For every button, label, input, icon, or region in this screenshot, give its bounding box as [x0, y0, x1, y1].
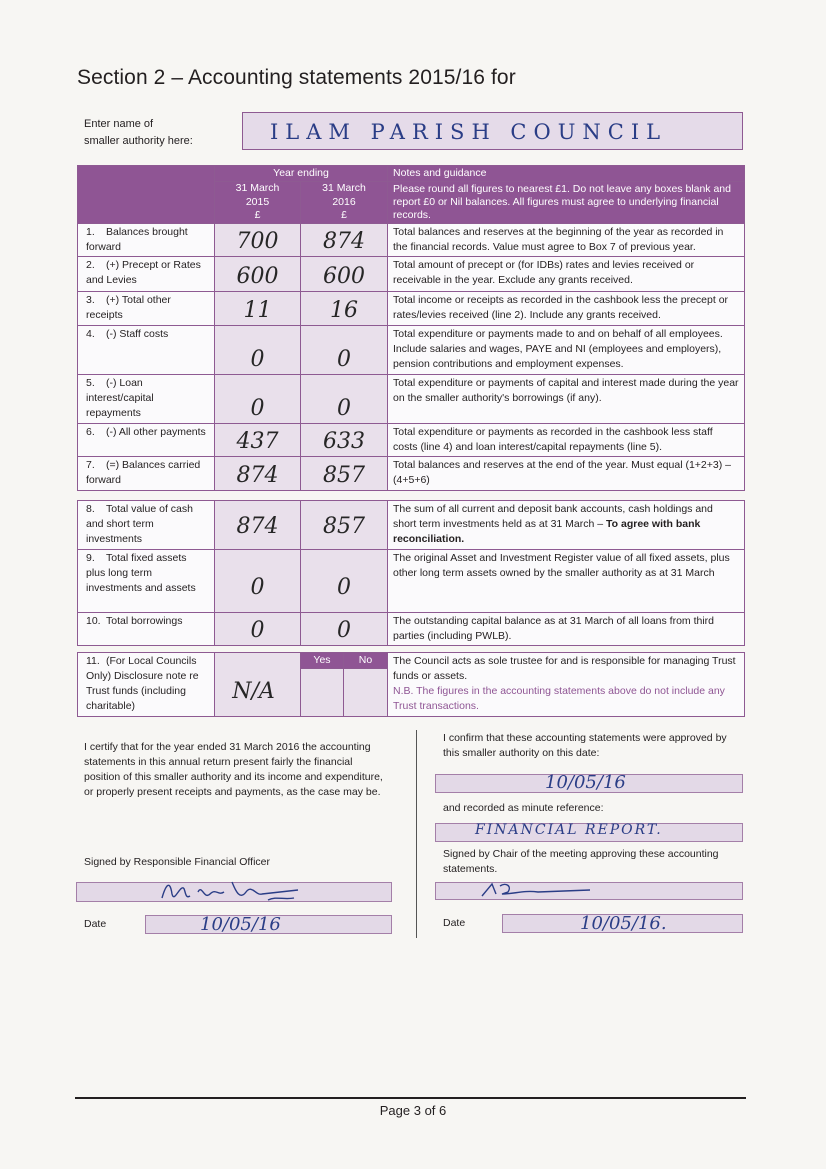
row-label-text: Total borrowings: [106, 615, 183, 627]
value-2015[interactable]: [215, 424, 301, 457]
value-2015-text: 437: [236, 429, 279, 454]
row-note: Total expenditure or payments as recorded in the cashbook less staff costs (line 4) and loan interest/capital repayments (line 5).: [388, 424, 745, 457]
authority-name-value: ILAM PARISH COUNCIL: [270, 120, 668, 144]
row-note-text: The sum of all current and deposit bank accounts, cash holdings and short term investments held as at 31 March –: [393, 503, 713, 530]
column-divider: [416, 730, 417, 938]
row-number: 1.: [86, 226, 95, 238]
row-number: 4.: [86, 328, 95, 340]
row-label: [78, 292, 215, 326]
header-year-ending: Year ending: [215, 166, 388, 182]
value-2016-text: 0: [337, 347, 351, 372]
value-2015[interactable]: [215, 224, 301, 257]
table-row: [78, 375, 745, 424]
value-2016-text: 874: [323, 229, 365, 254]
header-col-2016-line3: £: [341, 209, 347, 221]
header-col-2015-line3: £: [254, 209, 261, 221]
rfo-date-label: Date: [84, 918, 107, 930]
table-row: [78, 257, 745, 292]
value-2015-text: 11: [243, 298, 272, 323]
trust-funds-table: [77, 652, 745, 717]
value-2015-text: 0: [250, 618, 265, 643]
trust-value-text: N/A: [232, 679, 275, 704]
value-2016[interactable]: [301, 457, 388, 491]
row-label-text: (-) Staff costs: [106, 328, 169, 340]
row-label-text: (=) Balances carried forward: [86, 459, 201, 486]
value-2015-text: 700: [236, 229, 279, 254]
rfo-signature: [158, 870, 303, 910]
value-2015-text: 0: [250, 396, 265, 421]
value-2015-text: 874: [236, 514, 279, 539]
row-label-text: Total fixed assets plus long term investments and assets: [86, 552, 196, 594]
row-number: 5.: [86, 377, 95, 389]
value-2015-text: 874: [236, 463, 279, 488]
authority-label-line1: Enter name of: [84, 118, 154, 130]
table-row: [78, 613, 745, 646]
header-col-2015: [215, 182, 301, 224]
row-number: 9.: [86, 552, 95, 564]
value-2016-text: 0: [337, 396, 351, 421]
row-note: Total balances and reserves at the beginning of the year as recorded in the financial records. Value must agree to Box 7 of previous year.: [388, 224, 745, 257]
trust-value[interactable]: [215, 653, 301, 717]
table-row: [78, 550, 745, 613]
value-2015[interactable]: [215, 292, 301, 326]
value-2015[interactable]: [215, 457, 301, 491]
minute-reference-label: and recorded as minute reference:: [443, 802, 604, 814]
row-note: Total expenditure or payments made to and on behalf of all employees. Include salaries and wages, PAYE and NI (employees and employers), pension contributions and employment expenses.: [388, 326, 745, 375]
row-label: [78, 375, 215, 424]
header-notes-text: Please round all figures to nearest £1. Do not leave any boxes blank and report £0 or Nil balances. All figures must agree to underlying financial records.: [388, 182, 745, 224]
value-2016[interactable]: [301, 292, 388, 326]
header-col-2016-line1: 31 March: [322, 182, 366, 194]
table-row: [78, 501, 745, 550]
row-note: The original Asset and Investment Register value of all fixed assets, plus other long term assets owned by the smaller authority as at 31 March: [388, 550, 745, 613]
table-row: [78, 292, 745, 326]
no-checkbox[interactable]: [344, 669, 388, 717]
value-2016[interactable]: [301, 501, 388, 550]
row-number: 11.: [86, 655, 100, 667]
chair-signature: [478, 876, 598, 902]
row-note-text: The Council acts as sole trustee for and is responsible for managing Trust funds or assets.: [393, 655, 736, 682]
value-2015-text: 0: [250, 347, 265, 372]
row-label: [78, 501, 215, 550]
row-label: [78, 653, 215, 717]
header-notes-title: Notes and guidance: [388, 166, 745, 182]
value-2016-text: 857: [323, 463, 365, 488]
footer-rule: [75, 1097, 746, 1099]
chair-signed-label: Signed by Chair of the meeting approving these accounting statements.: [443, 848, 719, 875]
value-2015[interactable]: [215, 613, 301, 646]
no-header: No: [344, 653, 388, 669]
yes-header: Yes: [301, 653, 344, 669]
approval-text: I confirm that these accounting statements were approved by this smaller authority on this date:: [443, 732, 727, 759]
value-2016[interactable]: [301, 375, 388, 424]
authority-name-label: [84, 116, 193, 150]
value-2016[interactable]: [301, 424, 388, 457]
value-2016[interactable]: [301, 257, 388, 292]
header-col-2016: [301, 182, 388, 224]
row-number: 8.: [86, 503, 95, 515]
header-col-2015-line2: 2015: [245, 195, 270, 208]
value-2016[interactable]: [301, 224, 388, 257]
value-2015[interactable]: [215, 375, 301, 424]
header-blank-cell: [78, 166, 215, 224]
rfo-certification-text: I certify that for the year ended 31 March 2016 the accounting statements in this annual return present fairly the financial position of this smaller authority and its income and expenditure, or properly present receipts and payments, as the case may be.: [84, 741, 383, 798]
row-note: The outstanding capital balance as at 31 March of all loans from third parties (including PWLB).: [388, 613, 745, 646]
table-row: [78, 424, 745, 457]
table-row: [78, 326, 745, 375]
page-title: Section 2 – Accounting statements 2015/16 for: [77, 66, 516, 89]
row-label: [78, 326, 215, 375]
row-label-text: (+) Total other receipts: [86, 294, 171, 321]
value-2015[interactable]: [215, 257, 301, 292]
row-label-text: Total value of cash and short term investments: [86, 503, 193, 545]
minute-reference-value: FINANCIAL REPORT.: [475, 822, 663, 838]
header-col-2015-line1: 31 March: [235, 182, 280, 194]
value-2016[interactable]: [301, 326, 388, 375]
value-2016[interactable]: [301, 550, 388, 613]
row-number: 7.: [86, 459, 95, 471]
row-label: [78, 613, 215, 646]
value-2015[interactable]: [215, 550, 301, 613]
row-note: Total income or receipts as recorded in the cashbook less the precept or rates/levies received (line 2). Include any grants received.: [388, 292, 745, 326]
value-2016-text: 600: [323, 264, 365, 289]
header-col-2016-line2: 2016: [332, 195, 356, 208]
value-2015[interactable]: [215, 501, 301, 550]
value-2015-text: 0: [250, 575, 265, 600]
row-number: 6.: [86, 426, 95, 438]
chair-date-value: 10/05/16.: [580, 913, 667, 934]
row-label: [78, 257, 215, 292]
row-note: Total balances and reserves at the end of the year. Must equal (1+2+3) – (4+5+6): [388, 457, 745, 491]
accounting-table: [77, 165, 745, 491]
value-2016-text: 633: [323, 429, 365, 454]
row-note: [388, 653, 745, 717]
row-note-bold: To agree with bank reconciliation.: [393, 518, 701, 545]
row-note: Total expenditure or payments of capital and interest made during the year on the smaller authority's borrowings (if any).: [388, 375, 745, 424]
table-row: [78, 457, 745, 491]
row-label-text: (-) Loan interest/capital repayments: [86, 377, 154, 419]
rfo-date-value: 10/05/16: [200, 914, 281, 935]
value-2016-text: 0: [337, 618, 351, 643]
value-2015[interactable]: [215, 326, 301, 375]
row-note: Total amount of precept or (for IDBs) rates and levies received or receivable in the year. Exclude any grants received.: [388, 257, 745, 292]
value-2015-text: 600: [236, 264, 279, 289]
value-2016[interactable]: [301, 613, 388, 646]
page-number: Page 3 of 6: [379, 1103, 447, 1118]
row-label: [78, 424, 215, 457]
value-2016-text: 0: [337, 575, 351, 600]
row-label-text: (For Local Councils Only) Disclosure note re Trust funds (including charitable): [86, 655, 199, 712]
row-number: 10.: [86, 615, 101, 627]
row-label: [78, 550, 215, 613]
balances-table: [77, 500, 745, 646]
value-2016-text: 16: [330, 298, 358, 323]
row-label-text: Balances brought forward: [86, 226, 188, 253]
value-2016-text: 857: [323, 514, 365, 539]
table-row: [78, 224, 745, 257]
chair-date-label: Date: [443, 917, 466, 929]
row-label-text: (+) Precept or Rates and Levies: [86, 259, 201, 286]
row-note: [388, 501, 745, 550]
row-label-text: (-) All other payments: [106, 426, 206, 438]
row-label: [78, 457, 215, 491]
approval-date-value: 10/05/16: [545, 772, 626, 793]
row-label: [78, 224, 215, 257]
row-note-purple: N.B. The figures in the accounting statements above do not include any Trust transactions.: [393, 685, 725, 712]
authority-label-line2: smaller authority here:: [84, 135, 193, 147]
row-number: 3.: [86, 294, 95, 306]
row-number: 2.: [86, 259, 95, 271]
yes-checkbox[interactable]: [301, 669, 344, 717]
rfo-signed-label: Signed by Responsible Financial Officer: [84, 856, 270, 868]
